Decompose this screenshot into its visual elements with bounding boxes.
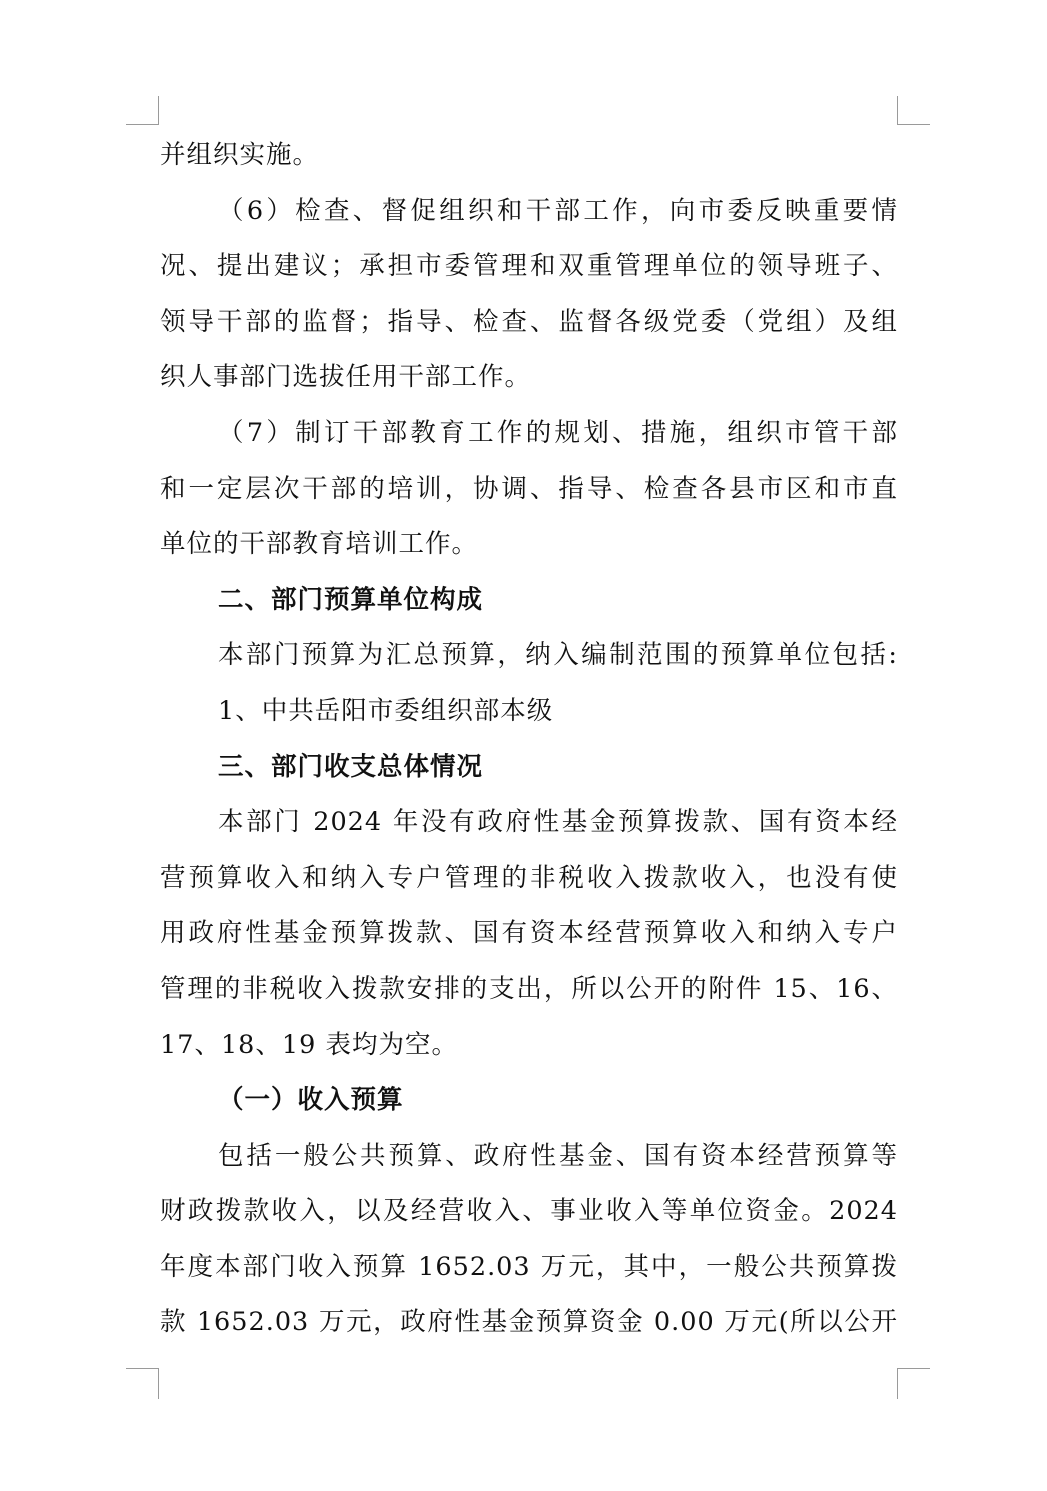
text-line: 17、18、19 表均为空。	[160, 1029, 458, 1060]
crop-mark-top-right	[897, 96, 930, 125]
text-line: 本部门 2024 年没有政府性基金预算拨款、国有资本经	[218, 807, 898, 838]
document-body	[160, 128, 898, 1351]
section-heading: 二、部门预算单位构成	[218, 584, 484, 615]
text-line: 包括一般公共预算、政府性基金、国有资本经营预算等	[218, 1140, 898, 1171]
text-line: 年度本部门收入预算 1652.03 万元，其中，一般公共预算拨	[160, 1251, 898, 1282]
text-line: 况、提出建议；承担市委管理和双重管理单位的领导班子、	[160, 251, 898, 282]
text-line: 1、中共岳阳市委组织部本级	[218, 695, 554, 726]
text-line: 领导干部的监督；指导、检查、监督各级党委（党组）及组	[160, 306, 898, 337]
crop-mark-bottom-right	[897, 1368, 930, 1399]
subsection-heading: （一）收入预算	[218, 1085, 404, 1116]
text-line: 款 1652.03 万元，政府性基金预算资金 0.00 万元(所以公开	[160, 1307, 898, 1338]
text-line: 营预算收入和纳入专户管理的非税收入拨款收入，也没有使	[160, 862, 898, 893]
text-line: 并组织实施。	[160, 140, 320, 170]
text-line: 管理的非税收入拨款安排的支出，所以公开的附件 15、16、	[160, 973, 898, 1004]
text-line: （6）检查、督促组织和干部工作，向市委反映重要情	[218, 195, 898, 226]
crop-mark-bottom-left	[126, 1368, 159, 1399]
section-heading: 三、部门收支总体情况	[218, 751, 484, 782]
text-line: 单位的干部教育培训工作。	[160, 529, 479, 560]
text-line: 用政府性基金预算拨款、国有资本经营预算收入和纳入专户	[160, 918, 898, 949]
crop-mark-top-left	[126, 96, 159, 125]
text-line: 财政拨款收入，以及经营收入、事业收入等单位资金。2024	[160, 1196, 898, 1227]
text-line: （7）制订干部教育工作的规划、措施，组织市管干部	[218, 417, 898, 448]
text-line: 本部门预算为汇总预算，纳入编制范围的预算单位包括:	[218, 640, 898, 671]
text-line: 和一定层次干部的培训，协调、指导、检查各县市区和市直	[160, 473, 898, 504]
text-line: 织人事部门选拔任用干部工作。	[160, 362, 532, 393]
